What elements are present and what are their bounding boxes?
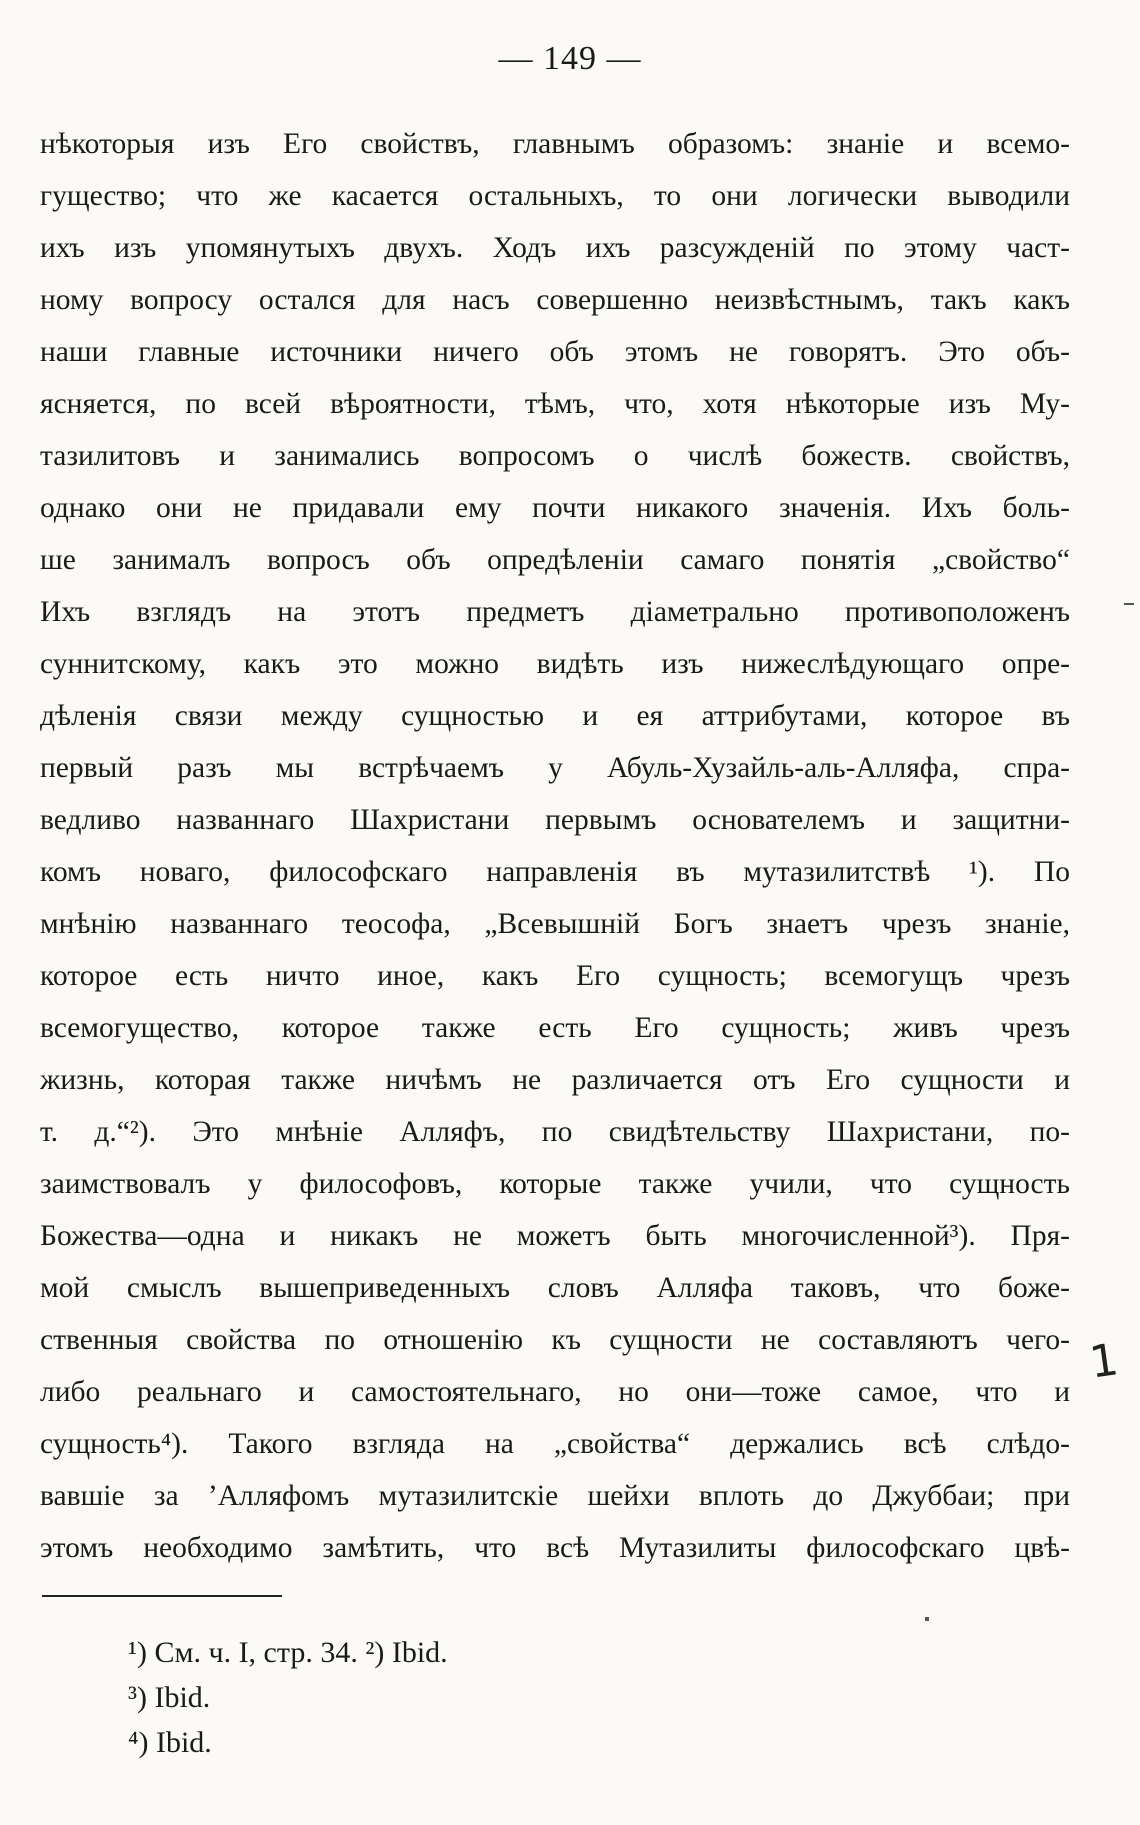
text-line: однако они не придавали ему почти никакого значенія. Ихъ боль- [40,492,1070,524]
footnote: ¹) См. ч. I, стр. 34. ²) Ibid. [128,1636,448,1669]
text-line: Божества—одна и никакъ не можетъ быть многочисленной³). Пря- [40,1220,1070,1252]
text-line: либо реальнаго и самостоятельнаго, но они—тоже самое, что и [40,1376,1070,1408]
text-line: первый разъ мы встрѣчаемъ у Абуль-Хузайль-аль-Алляфа, спра- [40,752,1070,784]
text-line: ихъ изъ упомянутыхъ двухъ. Ходъ ихъ разсужденій по этому част- [40,232,1070,264]
text-line: жизнь, которая также ничѣмъ не различается отъ Его сущности и [40,1064,1070,1096]
text-line: наши главные источники ничего объ этомъ не говорятъ. Это объ- [40,336,1070,368]
text-line: ному вопросу остался для насъ совершенно неизвѣстнымъ, такъ какъ [40,284,1070,316]
footnotes [128,1630,828,1765]
text-line: которое есть ничто иное, какъ Его сущность; всемогущъ чрезъ [40,960,1070,992]
text-line: дѣленія связи между сущностью и ея аттрибутами, которое въ [40,700,1070,732]
footnote: ³) Ibid. [128,1681,211,1714]
text-line: этомъ необходимо замѣтить, что всѣ Мутазилиты философскаго цвѣ- [40,1532,1070,1564]
text-line: гущество; что же касается остальныхъ, то они логически выводили [40,180,1070,212]
text-line: заимствовалъ у философовъ, которые также учили, что сущность [40,1168,1070,1200]
edge-speck [1124,603,1134,605]
footnote-divider [42,1595,282,1597]
text-line: т. д.“²). Это мнѣніе Алляфъ, по свидѣтельству Шахристани, по- [40,1116,1070,1148]
text-line: комъ новаго, философскаго направленія въ мутазилитствѣ ¹). По [40,856,1070,888]
page-number: — 149 — [498,40,642,77]
text-line: ше занималъ вопросъ объ опредѣленіи самаго понятія „свойство“ [40,544,1070,576]
text-line: мнѣнію названнаго теософа, „Всевышній Богъ знаетъ чрезъ знаніе, [40,908,1070,940]
text-line: нѣкоторыя изъ Его свойствъ, главнымъ образомъ: знаніе и всемо- [40,128,1070,160]
text-line: мой смыслъ вышеприведенныхъ словъ Алляфа таковъ, что боже- [40,1272,1070,1304]
text-line: ясняется, по всей вѣроятности, тѣмъ, что, хотя нѣкоторые изъ Му- [40,388,1070,420]
margin-handwritten-mark: 1 [1086,1334,1122,1389]
text-line: вавшіе за ’Алляфомъ мутазилитскіе шейхи вплоть до Джуббаи; при [40,1480,1070,1512]
body-text [40,118,1070,1574]
text-line: сущность⁴). Такого взгляда на „свойства“ держались всѣ слѣдо- [40,1428,1070,1460]
footnote: ⁴) Ibid. [128,1726,212,1759]
text-line: ственныя свойства по отношенію къ сущности не составляютъ чего- [40,1324,1070,1356]
text-line: ведливо названнаго Шахристани первымъ основателемъ и защитни- [40,804,1070,836]
text-line: всемогущество, которое также есть Его сущность; живъ чрезъ [40,1012,1070,1044]
text-line: Ихъ взглядъ на этотъ предметъ діаметрально противоположенъ [40,596,1070,628]
text-line: суннитскому, какъ это можно видѣть изъ нижеслѣдующаго опре- [40,648,1070,680]
edge-speck [925,1617,929,1621]
text-line: тазилитовъ и занимались вопросомъ о числѣ божеств. свойствъ, [40,440,1070,472]
